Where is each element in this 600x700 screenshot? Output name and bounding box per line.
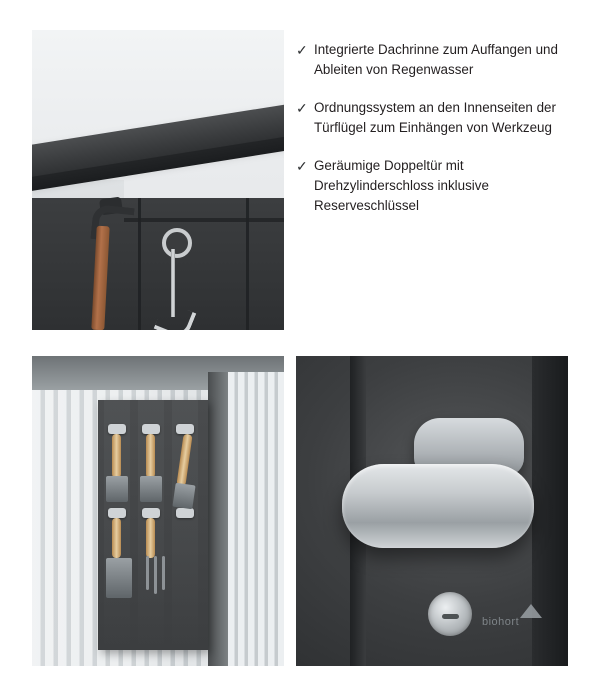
trowel-blade [106,476,128,502]
tool-rack [98,400,208,650]
handle-body [342,464,534,628]
trowel-blade [172,483,195,510]
check-icon: ✓ [296,158,308,174]
tool-handle [112,434,121,478]
door-top-rail [124,218,284,222]
tool-clip [176,508,194,518]
door-edge [532,356,568,666]
hook-mount-icon [162,228,192,258]
fork-tine [154,556,157,594]
tool-clip [108,424,126,434]
list-item [296,156,572,216]
list-item [296,40,572,80]
check-icon: ✓ [296,100,308,116]
spade-blade [106,558,132,598]
tool-handle [146,434,155,478]
list-item [296,98,572,138]
fork-tine [162,556,165,590]
tool-clip [176,424,194,434]
check-icon: ✓ [296,42,308,58]
feature-list [296,40,572,234]
door-handle-photo [296,356,568,666]
tool-clip [142,508,160,518]
tool-handle [146,518,155,558]
rear-wall-panel [228,372,284,666]
feature-text: Integrierte Dachrinne zum Auffangen und Ableiten von Regenwasser [314,42,558,77]
roof-gutter-photo [32,30,284,330]
tool-clip [142,424,160,434]
tool-clip [108,508,126,518]
trowel-blade [140,476,162,502]
key-slot [442,614,459,619]
tool-handle [112,518,121,558]
feature-text: Ordnungssystem an den Innenseiten der Türflügel zum Einhängen von Werkzeug [314,100,556,135]
tool-organizer-photo [32,356,284,666]
feature-text: Geräumige Doppeltür mit Drehzylinderschloss inklusive Reserveschlüssel [314,158,489,213]
brand-logo-icon [520,604,542,618]
door-gap [208,372,228,666]
fork-tine [146,556,149,590]
brand-label: biohort [482,616,520,628]
